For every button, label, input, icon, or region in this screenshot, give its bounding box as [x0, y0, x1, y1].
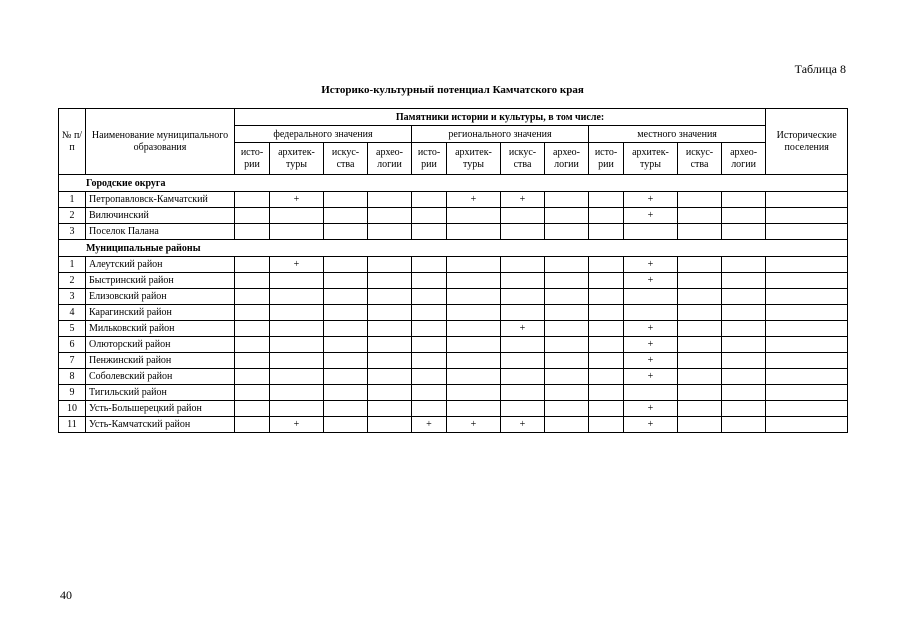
municipality-name: Быстринский район [86, 273, 235, 289]
empty-cell [235, 289, 270, 305]
table-row [59, 321, 848, 337]
plus-mark-cell: + [624, 273, 678, 289]
row-number: 2 [59, 273, 86, 289]
header-num: № п/п [59, 109, 86, 175]
empty-cell [766, 321, 848, 337]
municipality-name: Пенжинский район [86, 353, 235, 369]
empty-cell [722, 273, 766, 289]
header-group-regional: регионального значения [412, 126, 589, 143]
empty-cell [545, 353, 589, 369]
empty-cell [722, 337, 766, 353]
empty-cell [545, 401, 589, 417]
empty-cell [324, 224, 368, 240]
empty-cell [589, 257, 624, 273]
empty-cell [501, 401, 545, 417]
table-row [59, 337, 848, 353]
header-type-architecture: архитек-туры [270, 143, 324, 175]
row-number: 10 [59, 401, 86, 417]
empty-cell [235, 417, 270, 433]
empty-cell [722, 257, 766, 273]
empty-cell [324, 192, 368, 208]
row-number: 9 [59, 385, 86, 401]
empty-cell [589, 273, 624, 289]
empty-cell [270, 208, 324, 224]
empty-cell [766, 337, 848, 353]
empty-cell [270, 224, 324, 240]
empty-cell [368, 224, 412, 240]
header-monuments: Памятники истории и культуры, в том числе: [235, 109, 766, 126]
header-type-history: исто-рии [412, 143, 447, 175]
empty-cell [501, 273, 545, 289]
empty-cell [545, 273, 589, 289]
empty-cell [270, 369, 324, 385]
empty-cell [270, 273, 324, 289]
header-type-art: искус-ства [501, 143, 545, 175]
empty-cell [624, 289, 678, 305]
empty-cell [678, 417, 722, 433]
empty-cell [766, 224, 848, 240]
empty-cell [270, 305, 324, 321]
table-title: Историко-культурный потенциал Камчатского края [321, 84, 584, 96]
empty-cell [447, 369, 501, 385]
empty-cell [722, 305, 766, 321]
empty-cell [501, 369, 545, 385]
empty-cell [589, 321, 624, 337]
empty-cell [368, 273, 412, 289]
empty-cell [501, 353, 545, 369]
empty-cell [270, 337, 324, 353]
municipality-name: Соболевский район [86, 369, 235, 385]
empty-cell [324, 369, 368, 385]
empty-cell [589, 289, 624, 305]
header-type-history: исто-рии [589, 143, 624, 175]
header-type-art: искус-ства [324, 143, 368, 175]
empty-cell [545, 305, 589, 321]
row-number: 1 [59, 192, 86, 208]
empty-cell [368, 353, 412, 369]
municipality-name: Петропавловск-Камчатский [86, 192, 235, 208]
header-type-archaeology: архео-логии [368, 143, 412, 175]
empty-cell [722, 401, 766, 417]
table-row [59, 289, 848, 305]
empty-cell [235, 369, 270, 385]
empty-cell [447, 321, 501, 337]
empty-cell [501, 305, 545, 321]
empty-cell [589, 337, 624, 353]
empty-cell [501, 224, 545, 240]
empty-cell [412, 337, 447, 353]
empty-cell [589, 208, 624, 224]
empty-cell [722, 321, 766, 337]
empty-cell [235, 337, 270, 353]
plus-mark-cell: + [501, 321, 545, 337]
empty-cell [678, 401, 722, 417]
section-title: Городские округа [59, 175, 848, 192]
empty-cell [412, 273, 447, 289]
empty-cell [722, 192, 766, 208]
header-type-architecture: архитек-туры [624, 143, 678, 175]
empty-cell [678, 224, 722, 240]
empty-cell [270, 353, 324, 369]
empty-cell [270, 321, 324, 337]
empty-cell [678, 208, 722, 224]
empty-cell [766, 192, 848, 208]
empty-cell [545, 257, 589, 273]
row-number: 3 [59, 289, 86, 305]
empty-cell [324, 385, 368, 401]
empty-cell [545, 321, 589, 337]
empty-cell [368, 337, 412, 353]
row-number: 4 [59, 305, 86, 321]
empty-cell [722, 369, 766, 385]
table-row [59, 401, 848, 417]
plus-mark-cell: + [624, 208, 678, 224]
empty-cell [589, 224, 624, 240]
section-row [59, 175, 848, 192]
empty-cell [324, 305, 368, 321]
empty-cell [412, 257, 447, 273]
plus-mark-cell: + [624, 337, 678, 353]
plus-mark-cell: + [501, 192, 545, 208]
empty-cell [235, 305, 270, 321]
empty-cell [722, 417, 766, 433]
empty-cell [766, 417, 848, 433]
empty-cell [501, 385, 545, 401]
empty-cell [722, 353, 766, 369]
empty-cell [545, 417, 589, 433]
plus-mark-cell: + [270, 257, 324, 273]
empty-cell [324, 337, 368, 353]
empty-cell [678, 321, 722, 337]
plus-mark-cell: + [412, 417, 447, 433]
empty-cell [412, 369, 447, 385]
empty-cell [501, 208, 545, 224]
empty-cell [368, 369, 412, 385]
municipality-name: Олюторский район [86, 337, 235, 353]
empty-cell [235, 385, 270, 401]
municipality-name: Алеутский район [86, 257, 235, 273]
empty-cell [368, 417, 412, 433]
plus-mark-cell: + [447, 192, 501, 208]
empty-cell [324, 289, 368, 305]
empty-cell [766, 369, 848, 385]
empty-cell [447, 401, 501, 417]
row-number: 3 [59, 224, 86, 240]
empty-cell [368, 289, 412, 305]
header-type-architecture: архитек-туры [447, 143, 501, 175]
empty-cell [412, 208, 447, 224]
empty-cell [368, 385, 412, 401]
empty-cell [447, 353, 501, 369]
empty-cell [270, 385, 324, 401]
municipality-name: Мильковский район [86, 321, 235, 337]
empty-cell [324, 353, 368, 369]
table-row [59, 353, 848, 369]
empty-cell [589, 305, 624, 321]
empty-cell [545, 208, 589, 224]
empty-cell [368, 208, 412, 224]
empty-cell [447, 337, 501, 353]
empty-cell [412, 224, 447, 240]
row-number: 2 [59, 208, 86, 224]
empty-cell [624, 385, 678, 401]
empty-cell [678, 273, 722, 289]
empty-cell [447, 273, 501, 289]
municipality-name: Карагинский район [86, 305, 235, 321]
empty-cell [324, 257, 368, 273]
empty-cell [545, 369, 589, 385]
empty-cell [766, 305, 848, 321]
empty-cell [501, 337, 545, 353]
empty-cell [368, 192, 412, 208]
empty-cell [545, 192, 589, 208]
empty-cell [270, 401, 324, 417]
municipality-name: Поселок Палана [86, 224, 235, 240]
empty-cell [235, 353, 270, 369]
municipality-name: Елизовский район [86, 289, 235, 305]
plus-mark-cell: + [624, 192, 678, 208]
row-number: 11 [59, 417, 86, 433]
empty-cell [589, 192, 624, 208]
empty-cell [766, 273, 848, 289]
header-historic: Исторические поселения [766, 109, 848, 175]
table-row [59, 385, 848, 401]
empty-cell [545, 224, 589, 240]
empty-cell [722, 208, 766, 224]
empty-cell [368, 321, 412, 337]
row-number: 5 [59, 321, 86, 337]
empty-cell [722, 385, 766, 401]
empty-cell [624, 224, 678, 240]
table-row [59, 417, 848, 433]
table-label: Таблица 8 [794, 62, 846, 76]
empty-cell [235, 208, 270, 224]
plus-mark-cell: + [624, 353, 678, 369]
empty-cell [412, 401, 447, 417]
empty-cell [589, 353, 624, 369]
row-number: 7 [59, 353, 86, 369]
empty-cell [766, 257, 848, 273]
heritage-table [58, 108, 848, 433]
empty-cell [447, 208, 501, 224]
table-header [59, 109, 848, 175]
header-type-art: искус-ства [678, 143, 722, 175]
header-group-local: местного значения [589, 126, 766, 143]
empty-cell [678, 385, 722, 401]
empty-cell [722, 289, 766, 305]
empty-cell [678, 192, 722, 208]
empty-cell [589, 369, 624, 385]
plus-mark-cell: + [624, 417, 678, 433]
empty-cell [589, 417, 624, 433]
municipality-name: Вилючинский [86, 208, 235, 224]
empty-cell [447, 305, 501, 321]
empty-cell [766, 353, 848, 369]
header-name: Наименование муниципального образования [86, 109, 235, 175]
empty-cell [624, 305, 678, 321]
empty-cell [368, 305, 412, 321]
municipality-name: Тигильский район [86, 385, 235, 401]
empty-cell [270, 289, 324, 305]
plus-mark-cell: + [270, 417, 324, 433]
empty-cell [368, 401, 412, 417]
empty-cell [235, 224, 270, 240]
empty-cell [235, 321, 270, 337]
empty-cell [766, 289, 848, 305]
table-row [59, 257, 848, 273]
empty-cell [678, 257, 722, 273]
empty-cell [678, 289, 722, 305]
table-row [59, 305, 848, 321]
empty-cell [722, 224, 766, 240]
empty-cell [545, 337, 589, 353]
empty-cell [235, 257, 270, 273]
empty-cell [766, 208, 848, 224]
empty-cell [235, 273, 270, 289]
table-body [59, 175, 848, 433]
empty-cell [412, 321, 447, 337]
empty-cell [766, 401, 848, 417]
empty-cell [324, 208, 368, 224]
header-type-history: исто-рии [235, 143, 270, 175]
table-row [59, 208, 848, 224]
empty-cell [545, 385, 589, 401]
header-group-federal: федерального значения [235, 126, 412, 143]
empty-cell [324, 401, 368, 417]
empty-cell [324, 417, 368, 433]
empty-cell [235, 192, 270, 208]
empty-cell [678, 305, 722, 321]
empty-cell [545, 289, 589, 305]
table-row [59, 369, 848, 385]
empty-cell [501, 289, 545, 305]
header-type-archaeology: архео-логии [722, 143, 766, 175]
empty-cell [412, 353, 447, 369]
empty-cell [678, 353, 722, 369]
empty-cell [678, 337, 722, 353]
empty-cell [447, 289, 501, 305]
empty-cell [412, 385, 447, 401]
empty-cell [589, 385, 624, 401]
section-title: Муниципальные районы [59, 240, 848, 257]
empty-cell [447, 385, 501, 401]
plus-mark-cell: + [624, 321, 678, 337]
row-number: 8 [59, 369, 86, 385]
table-row [59, 273, 848, 289]
empty-cell [412, 192, 447, 208]
plus-mark-cell: + [270, 192, 324, 208]
empty-cell [589, 401, 624, 417]
section-row [59, 240, 848, 257]
plus-mark-cell: + [447, 417, 501, 433]
plus-mark-cell: + [624, 369, 678, 385]
empty-cell [447, 224, 501, 240]
empty-cell [412, 305, 447, 321]
empty-cell [501, 257, 545, 273]
empty-cell [678, 369, 722, 385]
empty-cell [235, 401, 270, 417]
plus-mark-cell: + [624, 257, 678, 273]
empty-cell [324, 321, 368, 337]
plus-mark-cell: + [624, 401, 678, 417]
empty-cell [447, 257, 501, 273]
page-number: 40 [60, 588, 72, 602]
row-number: 6 [59, 337, 86, 353]
plus-mark-cell: + [501, 417, 545, 433]
table-row [59, 224, 848, 240]
empty-cell [412, 289, 447, 305]
empty-cell [368, 257, 412, 273]
municipality-name: Усть-Камчатский район [86, 417, 235, 433]
table-row [59, 192, 848, 208]
empty-cell [324, 273, 368, 289]
header-type-archaeology: архео-логии [545, 143, 589, 175]
row-number: 1 [59, 257, 86, 273]
municipality-name: Усть-Большерецкий район [86, 401, 235, 417]
empty-cell [766, 385, 848, 401]
